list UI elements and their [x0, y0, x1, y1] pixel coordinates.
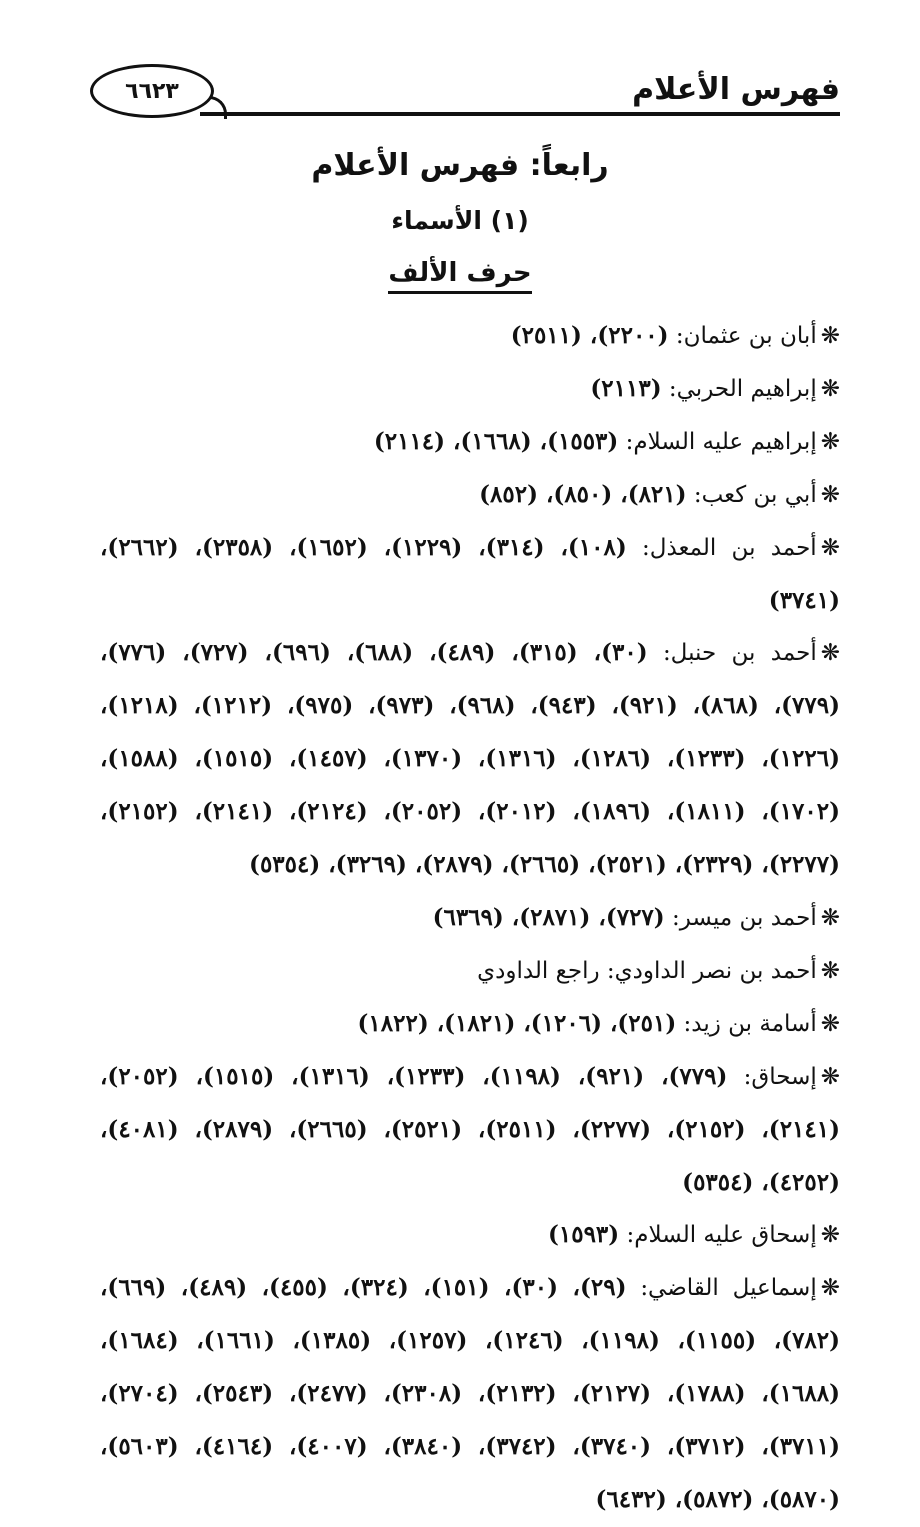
- index-entry: [100, 363, 840, 416]
- bullet-star-icon: ❋: [820, 1063, 841, 1090]
- bullet-star-icon: ❋: [820, 323, 840, 349]
- index-entry: [100, 1209, 840, 1262]
- entry-refs: (٣٠)، (٣١٥)، (٤٨٩)، (٦٨٨)، (٦٩٦)، (٧٢٧)، (٧٧٦)، (٧٧٩)، (٨٦٨)، (٩٢١)، (٩٤٣)، (٩٦٨)، (٩٧٣)، (٩٧٥)، (١٢١٢)، (١٢١٨)، (١٢٢٦)، (١٢٣٣)، (١٢٨٦)، (١٣١٦)، (١٣٧٠)، (١٤٥٧)، (١٥١٥)، (١٥٨٨)، (١٧٠٢)، (١٨١١)، (١٨٩٦)، (٢٠١٢)، (٢٠٥٢)، (٢١٢٤)، (٢١٤١)، (٢١٥٢)، (٢٢٧٧)، (٢٣٢٩)، (٢٥٢١)، (٢٦٦٥)، (٢٨٧٩)، (٣٢٦٩)، (٥٣٥٤): [100, 639, 841, 879]
- bullet-star-icon: ❋: [820, 957, 840, 984]
- index-entry: [100, 892, 840, 945]
- entry-refs: (٢٢٠٠)، (٢٥١١): [510, 322, 669, 349]
- entry-refs: (٧٢٧)، (٢٨٧١)، (٦٣٦٩): [432, 903, 665, 931]
- entry-name: إسحاق عليه السلام:: [626, 1222, 817, 1249]
- entry-name: إسحاق:: [743, 1063, 817, 1090]
- entry-name: أحمد بن ميسر:: [671, 904, 817, 931]
- bullet-star-icon: ❋: [820, 640, 841, 667]
- entry-refs: (٢١١٣): [590, 374, 662, 402]
- bullet-star-icon: ❋: [820, 1222, 840, 1249]
- header-rule: [200, 112, 840, 116]
- entry-refs: (١٥٥٣)، (١٦٦٨)، (٢١١٤): [373, 427, 619, 455]
- index-entry: [100, 945, 840, 998]
- index-entry: [100, 416, 840, 469]
- letter-heading: [0, 258, 920, 288]
- index-entry: [100, 1051, 840, 1210]
- index-entry: [100, 310, 840, 363]
- index-entry: [100, 522, 840, 628]
- entry-refs: (٨٢١)، (٨٥٠)، (٨٥٢): [479, 480, 687, 508]
- bullet-star-icon: ❋: [820, 904, 840, 931]
- section-title: رابعاً: فهرس الأعلام: [311, 148, 609, 183]
- entry-refs: (٢٥١)، (١٢٠٦)، (١٨٢١)، (١٨٢٢): [357, 1009, 677, 1037]
- index-entry: [100, 627, 840, 892]
- page-number-badge: [90, 64, 214, 118]
- entry-name: إبراهيم الحربي:: [668, 375, 817, 402]
- bullet-star-icon: ❋: [820, 481, 840, 508]
- entry-name: إبراهيم عليه السلام:: [625, 428, 817, 455]
- bullet-star-icon: ❋: [820, 1010, 840, 1037]
- entry-name: أسامة بن زيد:: [683, 1010, 817, 1037]
- entry-name: أحمد بن حنبل:: [662, 640, 817, 667]
- bullet-star-icon: ❋: [820, 1275, 840, 1302]
- subsection-title: (١) الأسماء: [391, 206, 529, 235]
- index-entry: [100, 998, 840, 1051]
- entry-refs: (٧٧٩)، (٩٢١)، (١١٩٨)، (١٢٣٣)، (١٣١٦)، (١٥١٥)، (٢٠٥٢)، (٢١٤١)، (٢١٥٢)، (٢٢٧٧)، (٢٥١١)، (٢٥٢١)، (٢٦٦٥)، (٢٨٧٩)، (٤٠٨١)، (٤٢٥٢)، (٥٣٥٤): [100, 1062, 841, 1196]
- running-title: فهرس الأعلام: [632, 72, 840, 107]
- letter-heading-text: حرف الألف: [388, 258, 531, 294]
- entry-refs: (٢٩)، (٣٠)، (١٥١)، (٣٢٤)، (٤٥٥)، (٤٨٩)، (٦٦٩)، (٧٨٢)، (١١٥٥)، (١١٩٨)، (١٢٤٦)، (١٢٥٧)، (١٣٨٥)، (١٦٦١)، (١٦٨٤)، (١٦٨٨)، (١٧٨٨)، (٢١٢٧)، (٢١٣٢)، (٢٣٠٨)، (٢٤٧٧)، (٢٥٤٣)، (٢٧٠٤)، (٣٧١١)، (٣٧١٢)، (٣٧٤٠)، (٣٧٤٢)، (٣٨٤٠)، (٤٠٠٧)، (٤١٦٤)، (٥٦٠٣)، (٥٨٧٠)، (٥٨٧٢)، (٦٤٣٢): [100, 1274, 841, 1513]
- bullet-star-icon: ❋: [820, 534, 840, 561]
- index-entries: [100, 310, 840, 1527]
- bullet-star-icon: ❋: [820, 375, 840, 402]
- entry-name: أبي بن كعب:: [693, 481, 817, 508]
- entry-refs: (١٠٨)، (٣١٤)، (١٢٢٩)، (١٦٥٢)، (٢٣٥٨)، (٢٦٦٢)، (٣٧٤١): [100, 533, 840, 614]
- entry-name: أبان بن عثمان:: [675, 323, 817, 349]
- entry-refs: (١٥٩٣): [547, 1221, 620, 1249]
- page-number: ٦٦٢٣: [125, 78, 179, 104]
- entry-name: أحمد بن نصر الداودي: راجع الداودي: [477, 957, 817, 984]
- page-header: [90, 58, 840, 128]
- entry-name: أحمد بن المعذل:: [641, 534, 817, 561]
- bullet-star-icon: ❋: [820, 428, 840, 455]
- index-entry: [100, 469, 840, 522]
- entry-name: إسماعيل القاضي:: [640, 1275, 817, 1302]
